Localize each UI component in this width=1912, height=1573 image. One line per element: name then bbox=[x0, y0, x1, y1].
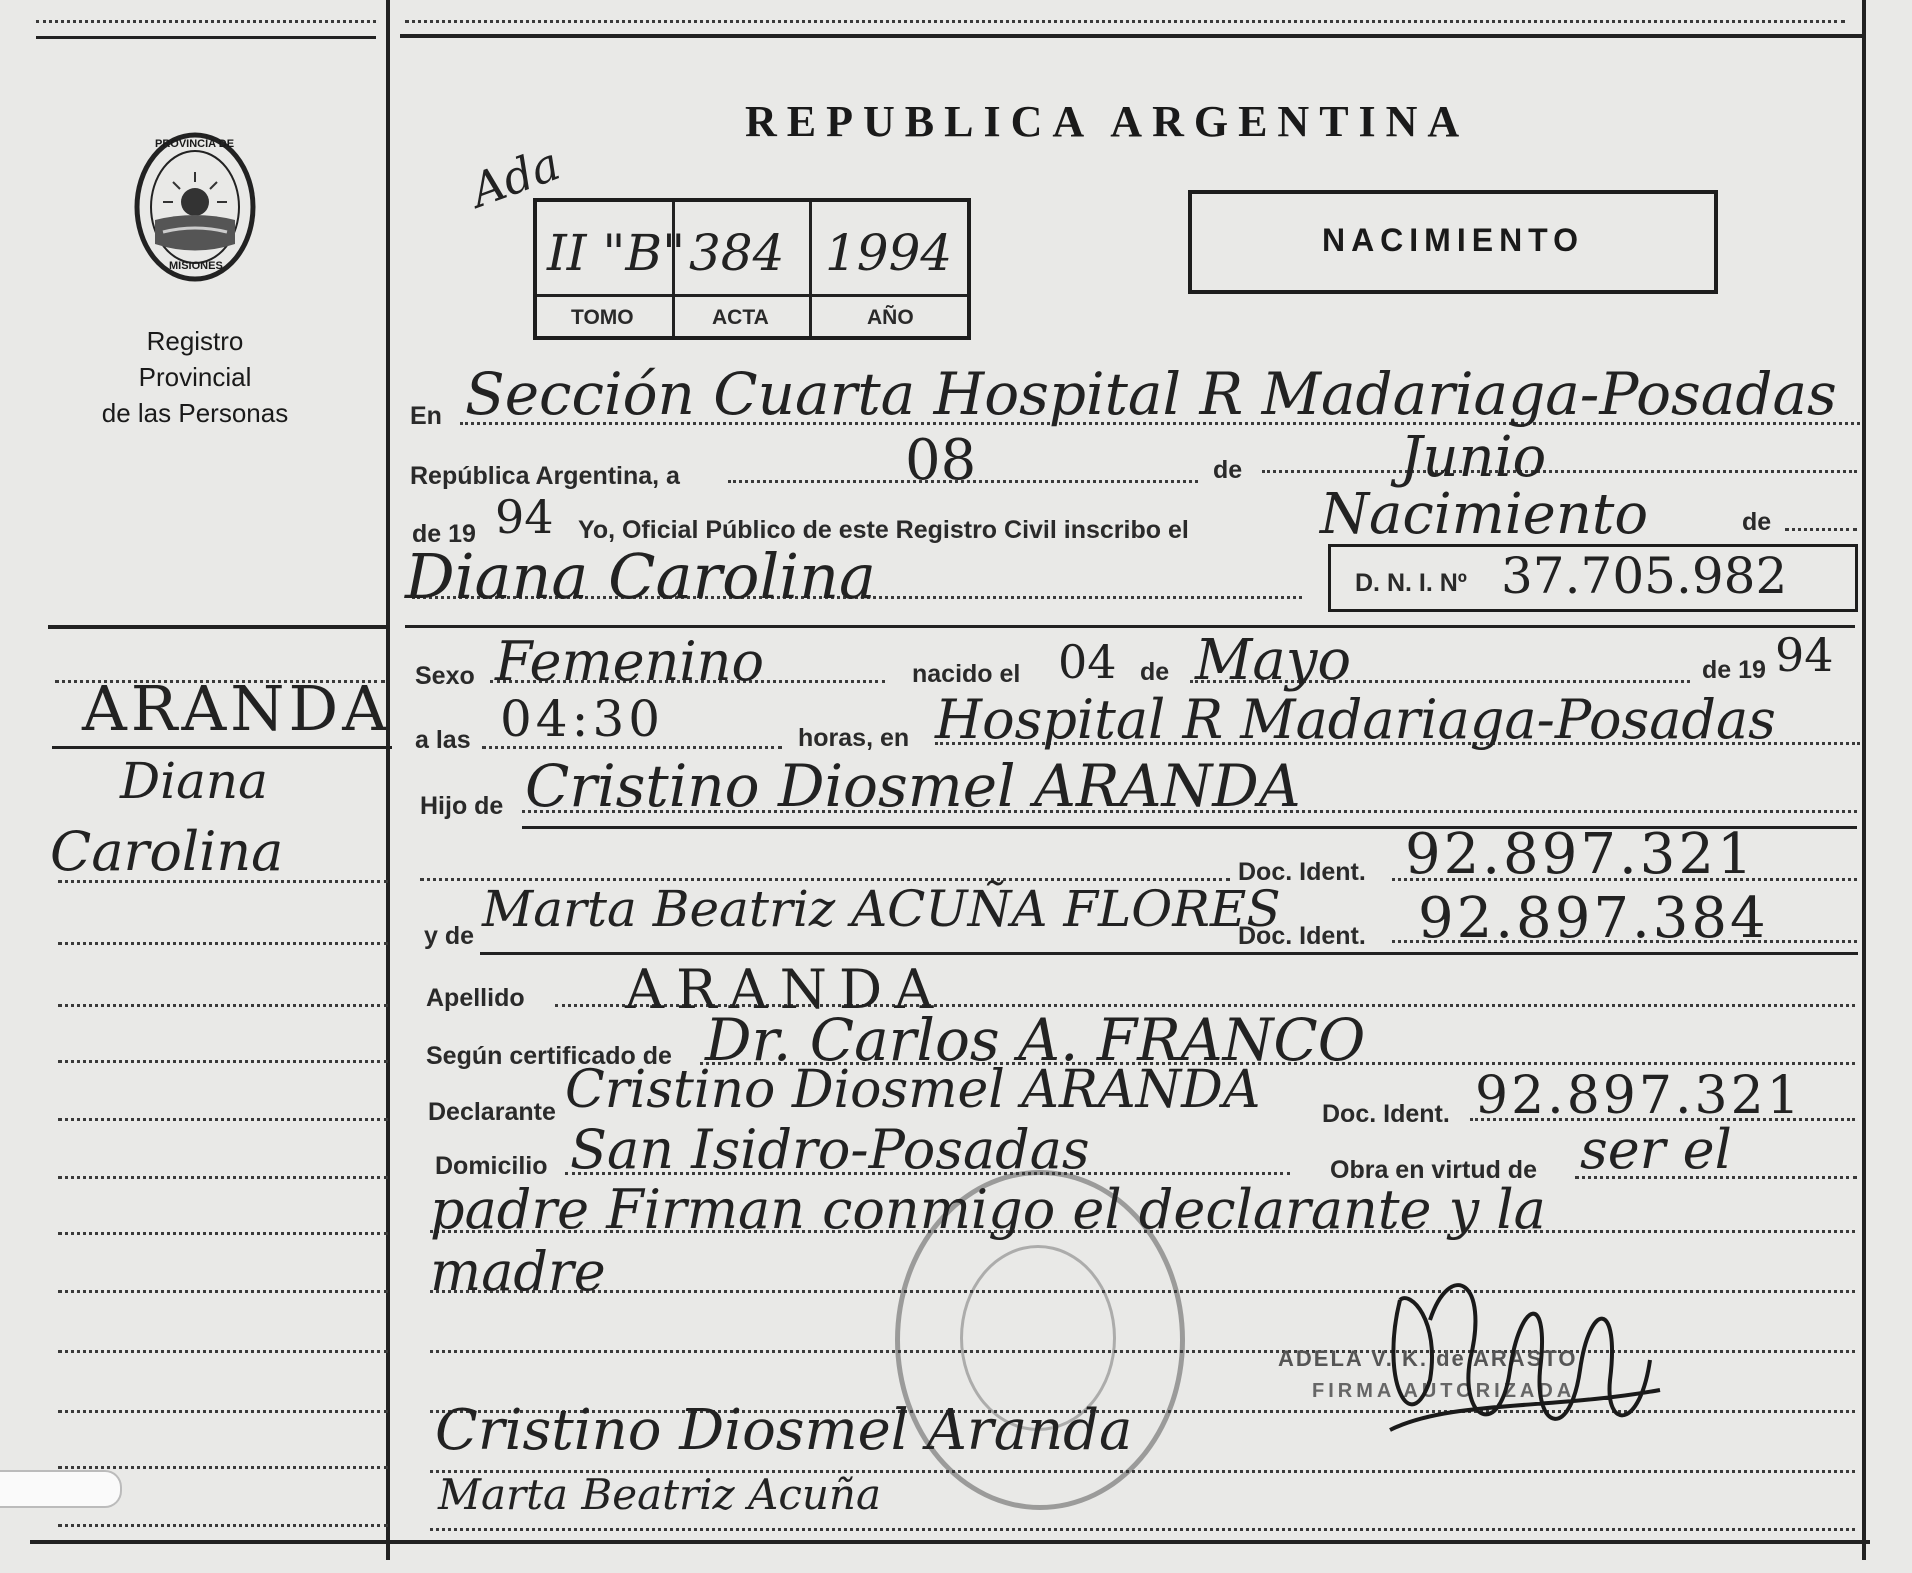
obra-text-2: padre Firman conmigo el declarante y la bbox=[430, 1178, 1546, 1241]
sexo-label: Sexo bbox=[415, 662, 475, 690]
seal-bottom-text: MISIONES bbox=[169, 260, 223, 272]
mother-name: Marta Beatriz ACUÑA FLORES bbox=[482, 880, 1281, 938]
record-type-label: NACIMIENTO bbox=[1321, 222, 1585, 258]
republic-label: República Argentina, a bbox=[410, 462, 680, 490]
horas-label: horas, en bbox=[798, 724, 910, 752]
birth-year-suffix: 94 bbox=[1775, 628, 1834, 682]
domicilio-label: Domicilio bbox=[435, 1152, 548, 1180]
officer-signature bbox=[1370, 1260, 1670, 1485]
registry-name bbox=[95, 323, 295, 431]
right-border bbox=[1862, 0, 1866, 1560]
declarante-value: Cristino Diosmel ARANDA bbox=[565, 1060, 1261, 1120]
de-label-2: de bbox=[1742, 508, 1772, 536]
sexo-value: Femenino bbox=[495, 630, 764, 693]
sidebar-top-rule bbox=[48, 625, 388, 629]
sidebar-dots-7 bbox=[58, 1176, 388, 1179]
sidebar-dots-2 bbox=[58, 880, 388, 883]
en-label: En bbox=[410, 402, 442, 430]
acta-label: ACTA bbox=[712, 306, 769, 329]
de-label-3: de bbox=[1140, 658, 1170, 686]
signature-father: Cristino Diosmel Aranda bbox=[435, 1398, 1133, 1463]
dni-value: 37.705.982 bbox=[1501, 547, 1788, 605]
child-name: Diana Carolina bbox=[405, 540, 877, 613]
country-title: REPUBLICA ARGENTINA bbox=[745, 97, 1470, 146]
top-solid-left bbox=[36, 36, 376, 39]
stamp-caption: FIRMA AUTORIZADA bbox=[1312, 1380, 1576, 1402]
stamp-name: ADELA V. K. de ARASTO bbox=[1278, 1346, 1578, 1371]
obra-label: Obra en virtud de bbox=[1330, 1156, 1537, 1184]
sidebar-dots-9 bbox=[58, 1290, 388, 1293]
apellido-value: ARANDA bbox=[625, 958, 946, 1021]
a-las-label: a las bbox=[415, 726, 471, 754]
mother-doc: 92.897.384 bbox=[1418, 886, 1769, 951]
top-rule-left bbox=[36, 20, 376, 23]
sidebar-dots-6 bbox=[58, 1118, 388, 1121]
acta-value: 384 bbox=[689, 224, 785, 282]
dni-label: D. N. I. Nº bbox=[1355, 569, 1467, 597]
misiones-seal bbox=[133, 132, 257, 282]
sidebar-dots-13 bbox=[58, 1524, 388, 1527]
registry-name-line2: de las Personas bbox=[101, 398, 289, 428]
top-solid-right bbox=[400, 34, 1865, 38]
place-value: Sección Cuarta Hospital R Madariaga-Posadas bbox=[465, 360, 1837, 428]
signature-mother: Marta Beatriz Acuña bbox=[438, 1470, 882, 1519]
binding-hole bbox=[0, 1470, 122, 1508]
father-name: Cristino Diosmel ARANDA bbox=[525, 752, 1301, 820]
sidebar-dots-10 bbox=[58, 1350, 388, 1353]
month-line bbox=[1262, 470, 1857, 473]
tomo-label: TOMO bbox=[571, 306, 634, 329]
domicilio-value: San Isidro-Posadas bbox=[570, 1118, 1090, 1181]
nacido-label: nacido el bbox=[912, 660, 1021, 688]
year-suffix: 94 bbox=[495, 490, 554, 544]
apellido-label: Apellido bbox=[426, 984, 525, 1012]
anio-label: AÑO bbox=[867, 306, 914, 329]
section-rule bbox=[405, 625, 1855, 628]
obra-text-3: madre bbox=[430, 1240, 606, 1303]
sidebar-given2: Carolina bbox=[50, 820, 284, 883]
sidebar-dots-3 bbox=[58, 942, 388, 945]
reference-box bbox=[533, 198, 971, 340]
event-value: Nacimiento bbox=[1320, 482, 1649, 547]
birth-place: Hospital R Madariaga-Posadas bbox=[935, 688, 1776, 751]
declarante-doc-label: Doc. Ident. bbox=[1322, 1100, 1450, 1128]
father-doc: 92.897.321 bbox=[1405, 822, 1756, 887]
annotation-handwriting: Ada bbox=[463, 136, 567, 218]
anio-value: 1994 bbox=[825, 224, 953, 282]
father-doc-label: Doc. Ident. bbox=[1238, 858, 1366, 886]
hijo-label: Hijo de bbox=[420, 792, 504, 820]
sidebar-dots-5 bbox=[58, 1060, 388, 1063]
day-value: 08 bbox=[905, 428, 977, 493]
sidebar-dots-11 bbox=[58, 1410, 388, 1413]
sidebar-surname: ARANDA bbox=[82, 672, 391, 745]
sidebar-given1: Diana bbox=[120, 752, 268, 810]
year-prefix: de 19 bbox=[412, 520, 476, 548]
sidebar-dots-4 bbox=[58, 1004, 388, 1007]
declarante-label: Declarante bbox=[428, 1098, 556, 1126]
dni-box bbox=[1328, 544, 1858, 612]
top-rule-right bbox=[405, 20, 1845, 23]
sidebar-surname-rule bbox=[52, 746, 392, 749]
mother-solid-line bbox=[480, 952, 1858, 955]
y-de-label: y de bbox=[424, 922, 475, 950]
event-line-end bbox=[1785, 528, 1857, 531]
registry-name-line1: Registro Provincial bbox=[138, 326, 252, 392]
declarante-doc: 92.897.321 bbox=[1475, 1066, 1803, 1126]
officer-text: Yo, Oficial Público de este Registro Civil inscribo el bbox=[578, 516, 1189, 544]
ref-underline bbox=[537, 294, 967, 297]
month-value: Junio bbox=[1400, 425, 1547, 490]
birth-month: Mayo bbox=[1195, 628, 1352, 693]
tomo-value: II "B" bbox=[547, 224, 686, 282]
bottom-border bbox=[30, 1540, 1870, 1544]
birth-day: 04 bbox=[1058, 635, 1117, 689]
ref-divider-2 bbox=[809, 202, 812, 336]
column-divider bbox=[386, 0, 390, 1560]
blank-line-4 bbox=[430, 1528, 1855, 1531]
obra-value: ser el bbox=[1580, 1118, 1732, 1181]
record-type-box bbox=[1188, 190, 1718, 294]
seal-top-text: PROVINCIA DE bbox=[155, 138, 235, 150]
birth-time: 04:30 bbox=[500, 690, 665, 748]
sidebar-dots-8 bbox=[58, 1232, 388, 1235]
mother-doc-label: Doc. Ident. bbox=[1238, 922, 1366, 950]
certificado-label: Según certificado de bbox=[426, 1042, 672, 1070]
sidebar-dots-12 bbox=[58, 1466, 388, 1469]
de-label-1: de bbox=[1213, 456, 1243, 484]
doctor-name: Dr. Carlos A. FRANCO bbox=[705, 1006, 1366, 1074]
birth-year-prefix: de 19 bbox=[1702, 656, 1766, 684]
